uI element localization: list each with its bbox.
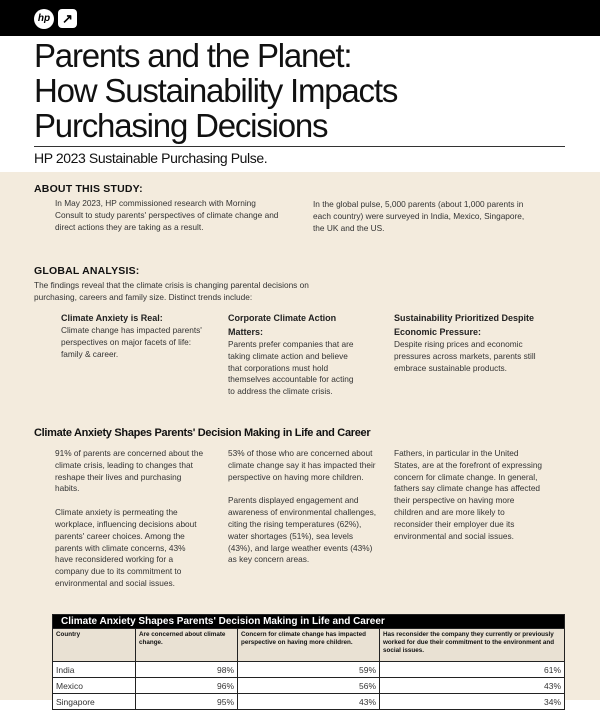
cell: 43% xyxy=(380,678,565,694)
paragraph: Fathers, in particular in the United States, are at the forefront of expressing concern for climate change. In general, fathers say climate change has affected their perspective on having more children and are more likely to reconsider their employer due its environmental and social issues. xyxy=(394,448,543,541)
title-line: Purchasing Decisions xyxy=(34,107,328,144)
table-caption: Climate Anxiety Shapes Parents' Decision Making in Life and Career xyxy=(53,615,565,629)
paragraph: 91% of parents are concerned about the climate crisis, leading to changes that reshape their lives and purchasing habits. xyxy=(55,448,204,494)
cell: Mexico xyxy=(53,678,136,694)
trend-body: Despite rising prices and economic pressures across markets, parents still embrace sustainable products. xyxy=(394,339,536,373)
arrow-logo-icon: ↗ xyxy=(58,9,77,28)
about-heading: ABOUT THIS STUDY: xyxy=(34,183,143,195)
trend-title: Corporate Climate Action Matters: xyxy=(228,313,337,337)
title-line: Parents and the Planet: xyxy=(34,37,352,74)
top-bar xyxy=(0,0,600,36)
trend-3 xyxy=(394,311,544,374)
trend-1 xyxy=(61,311,206,360)
cell: 96% xyxy=(136,678,238,694)
hp-logo-icon: hp xyxy=(34,9,54,29)
section-heading: Climate Anxiety Shapes Parents' Decision Making in Life and Career xyxy=(34,427,371,439)
table-row xyxy=(53,694,565,710)
column-header: Has reconsider the company they currently or previously worked for due their commitment to the environment and social issues. xyxy=(380,629,565,662)
cell: 56% xyxy=(238,678,380,694)
trend-title: Climate Anxiety is Real: xyxy=(61,313,163,323)
divider xyxy=(34,146,565,147)
cell: India xyxy=(53,662,136,678)
column-header: Concern for climate change has impacted perspective on having more children. xyxy=(238,629,380,662)
cell: 43% xyxy=(238,694,380,710)
trend-body: Parents prefer companies that are taking climate action and believe that corporations must hold themselves accountable for acting to address the climate crisis. xyxy=(228,339,354,397)
cell: 61% xyxy=(380,662,565,678)
cell: 95% xyxy=(136,694,238,710)
section-col-2 xyxy=(228,448,378,566)
page-title xyxy=(34,38,397,143)
global-heading: GLOBAL ANALYSIS: xyxy=(34,265,140,277)
cell: Singapore xyxy=(53,694,136,710)
trend-2 xyxy=(228,311,356,398)
trend-body: Climate change has impacted parents' perspectives on major facets of life: family & career. xyxy=(61,325,202,359)
title-line: How Sustainability Impacts xyxy=(34,72,398,109)
subtitle: HP 2023 Sustainable Purchasing Pulse. xyxy=(34,150,268,166)
table-header xyxy=(53,629,565,662)
table-row xyxy=(53,678,565,694)
trend-title: Sustainability Prioritized Despite Economic Pressure: xyxy=(394,313,535,337)
about-text-1: In May 2023, HP commissioned research with Morning Consult to study parents' perspectives of climate change and direct actions they are taking as a result. xyxy=(55,198,279,232)
global-intro: The findings reveal that the climate crisis is changing parental decisions on purchasing, careers and family size. Distinct trends include: xyxy=(34,280,309,302)
section-col-1 xyxy=(55,448,205,590)
data-table xyxy=(52,614,565,710)
paragraph: Parents displayed engagement and awareness of environmental challenges, citing the rising temperatures (62%), water shortages (51%), sea levels (43%), and large weather events (43%) as key concern areas. xyxy=(228,495,377,565)
paragraph: Climate anxiety is permeating the workplace, influencing decisions about parents' career choices. Among the parents with climate concerns, 43% have reconsidered working for a company due to its commitment to environmental and social issues. xyxy=(55,507,197,588)
column-header: Country xyxy=(53,629,136,662)
table-row xyxy=(53,662,565,678)
column-header: Are concerned about climate change. xyxy=(136,629,238,662)
cell: 34% xyxy=(380,694,565,710)
cell: 59% xyxy=(238,662,380,678)
section-col-3 xyxy=(394,448,544,542)
paragraph: 53% of those who are concerned about climate change say it has impacted their perspective on having more children. xyxy=(228,448,376,482)
cell: 98% xyxy=(136,662,238,678)
about-text-2: In the global pulse, 5,000 parents (about 1,000 parents in each country) were surveyed in India, Mexico, Singapore, the UK and the US. xyxy=(313,199,525,233)
